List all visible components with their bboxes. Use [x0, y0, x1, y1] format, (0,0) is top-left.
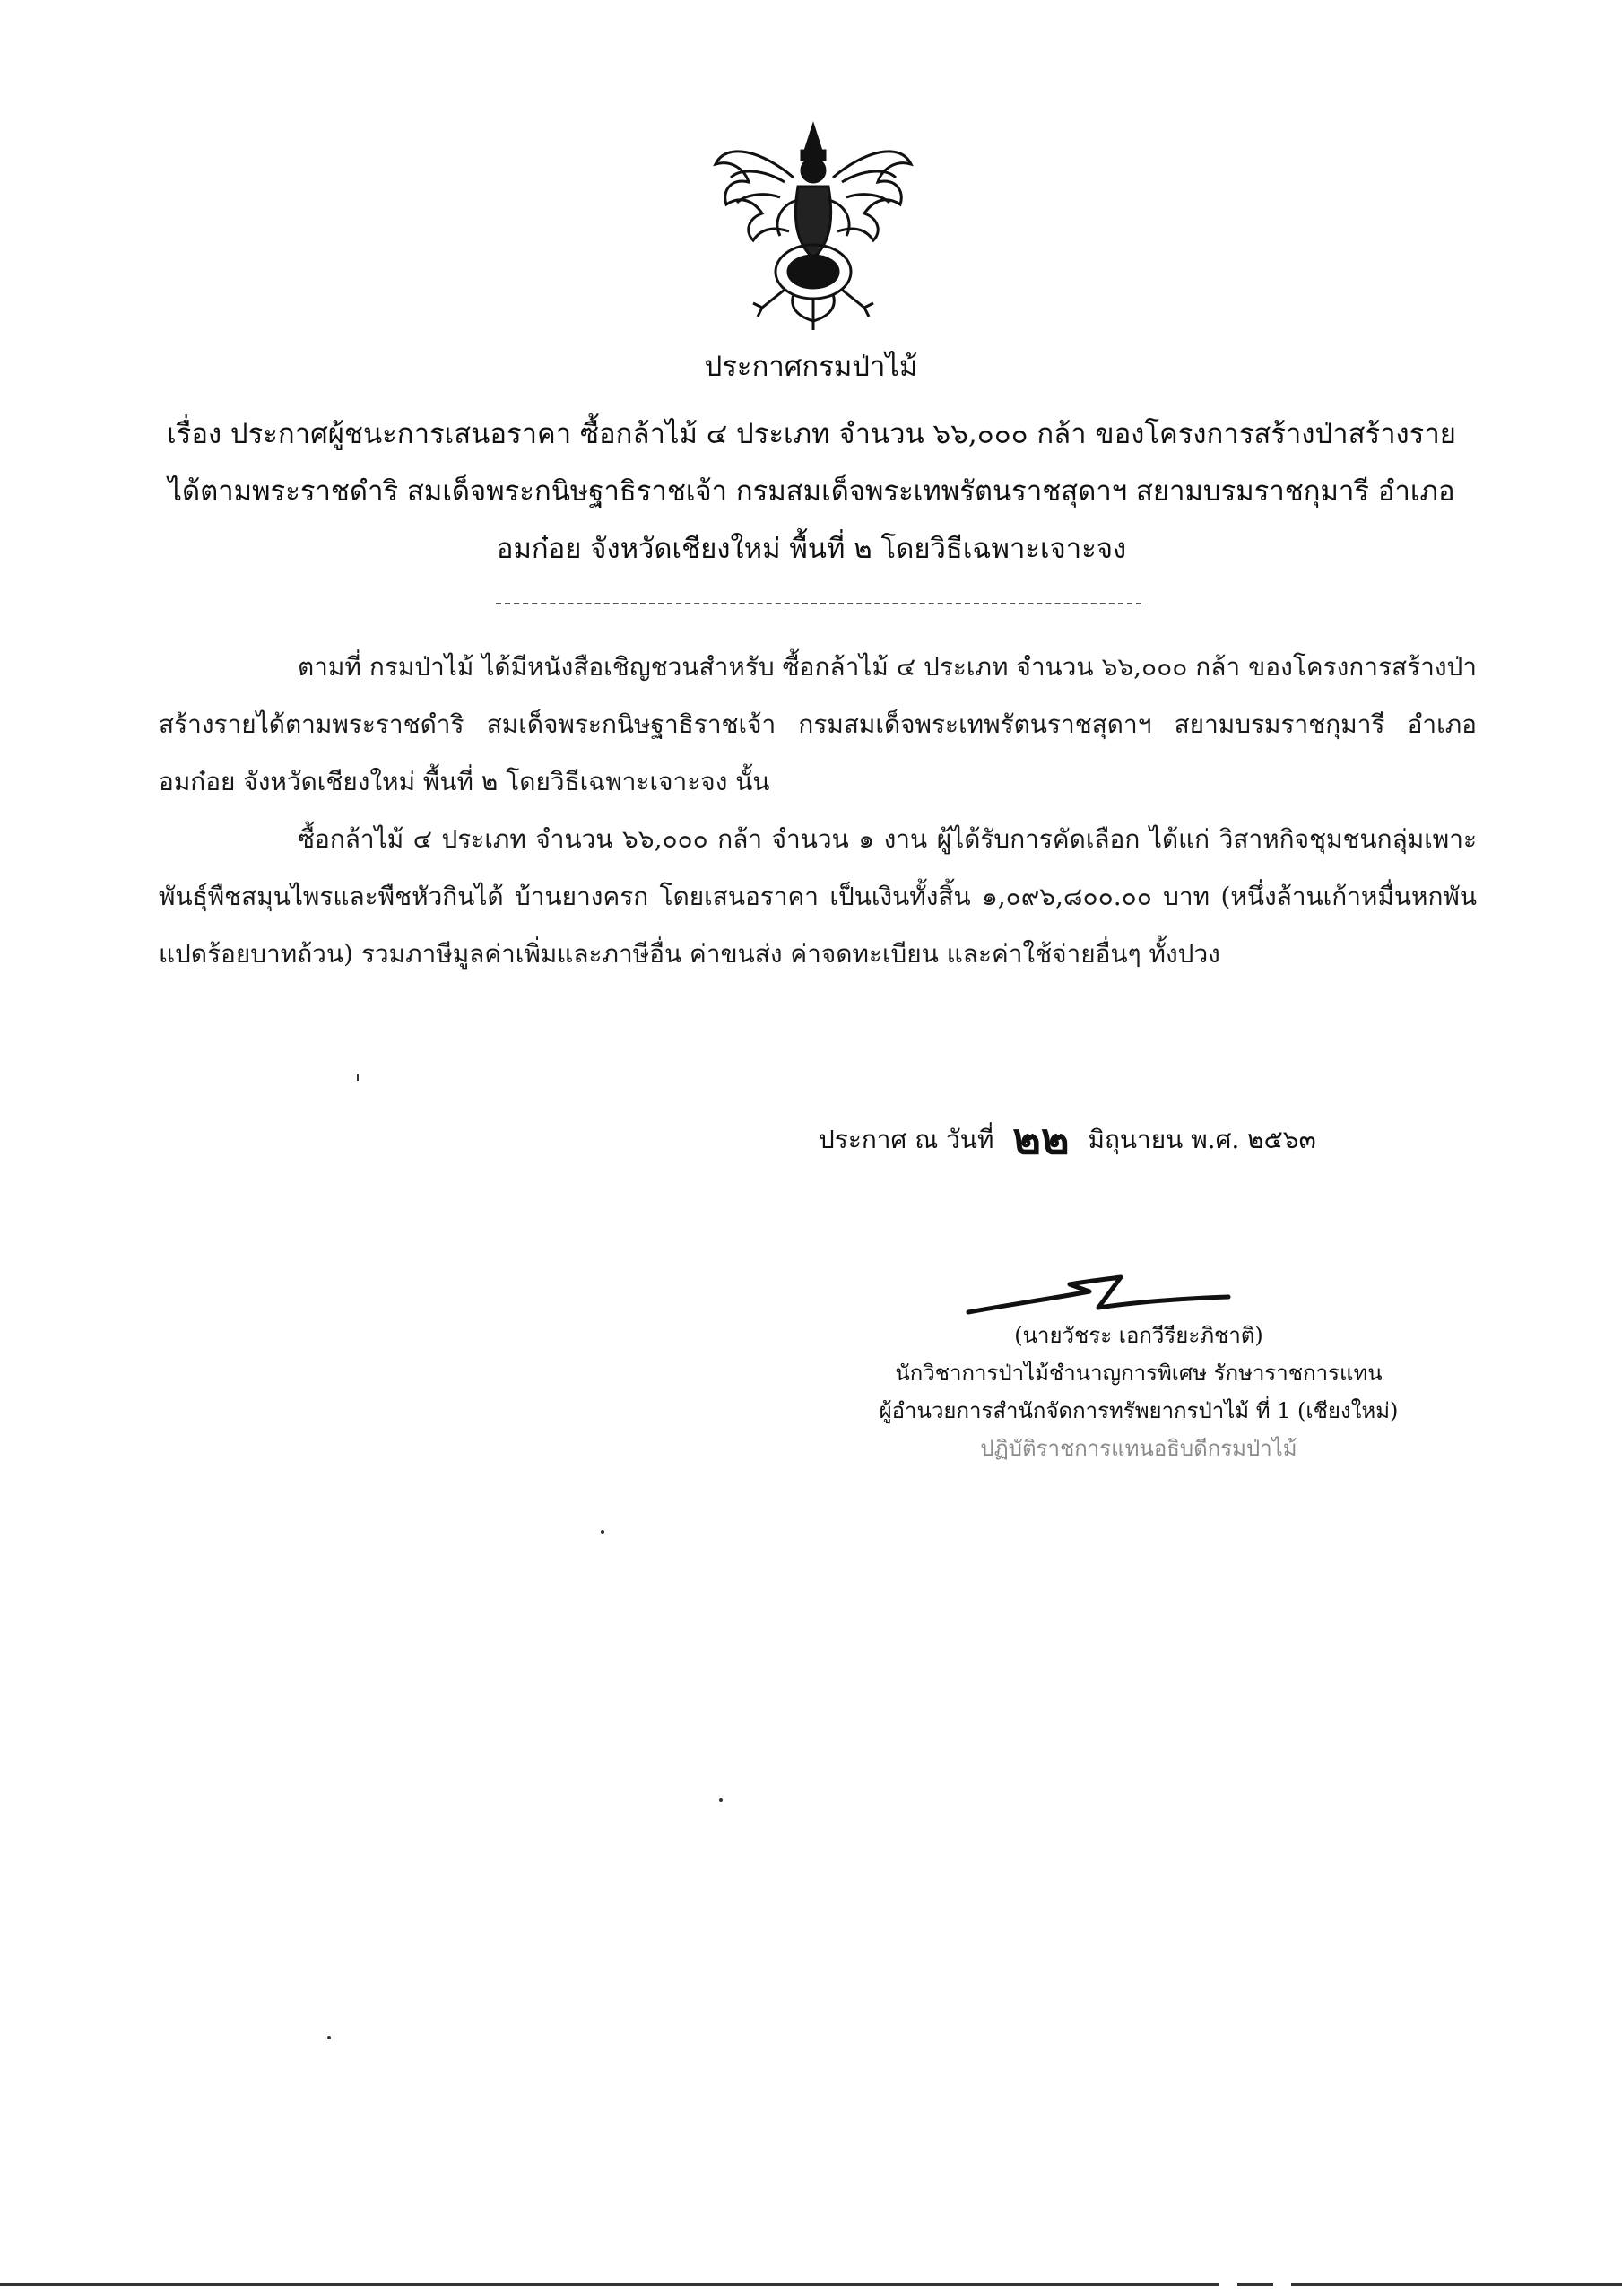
- subject-line: เรื่อง ประกาศผู้ชนะการเสนอราคา ซื้อกล้าไม้ ๔ ประเภท จำนวน ๖๖,๐๐๐ กล้า ของโครงการสร้างป่าสร้างราย: [167, 418, 1456, 450]
- date-prefix: ประกาศ ณ วันที่: [819, 1125, 994, 1154]
- signer-name: (นายวัชระ เอกวีรียะภิชาติ): [1014, 1323, 1263, 1348]
- subject-line: ได้ตามพระราชดำริ สมเด็จพระกนิษฐาธิราชเจ้า กรมสมเด็จพระเทพรัตนราชสุดาฯ สยามบรมราชกุมารี อำเภอ: [168, 475, 1455, 508]
- scan-speck: [719, 1798, 723, 1802]
- body-paragraph: ซื้อกล้าไม้ ๔ ประเภท จำนวน ๖๖,๐๐๐ กล้า จำนวน ๑ งาน ผู้ได้รับการคัดเลือก ได้แก่ วิสาหกิจชุมชนกลุ่มเพาะพันธุ์พืชสมุนไพรและพืชหัวกินได้ บ้านยางครก โดยเสนอราคา เป็นเงินทั้งสิ้น ๑,๐๙๖,๘๐๐.๐๐ บาท (หนึ่งล้านเก้าหมื่นหกพันแปดร้อยบาทถ้วน) รวมภาษีมูลค่าเพิ่มและภาษีอื่น ค่าขนส่ง ค่าจดทะเบียน และค่าใช้จ่ายอื่นๆ ทั้งปวง: [159, 824, 1477, 969]
- scan-edge-line: [0, 2283, 1622, 2286]
- subject-line: อมก๋อย จังหวัดเชียงใหม่ พื้นที่ ๒ โดยวิธีเฉพาะเจาะจง: [496, 533, 1127, 565]
- date-suffix: มิถุนายน พ.ศ. ๒๕๖๓: [1088, 1125, 1316, 1154]
- signer-position: ปฏิบัติราชการแทนอธิบดีกรมป่าไม้: [980, 1436, 1297, 1461]
- garuda-emblem-icon: [708, 115, 919, 335]
- signer-position: ผู้อำนวยการสำนักจัดการทรัพยากรป่าไม้ ที่ 1 (เชียงใหม่): [879, 1398, 1399, 1423]
- signer-block: [771, 1317, 1506, 1467]
- date-day-handwritten: ๒๒: [1012, 1114, 1070, 1164]
- scan-speck: [601, 1530, 604, 1534]
- document-title: ประกาศกรมป่าไม้: [704, 351, 918, 383]
- document-body: [159, 639, 1477, 983]
- announcement-date: [819, 1112, 1446, 1167]
- body-paragraph: ตามที่ กรมป่าไม้ ได้มีหนังสือเชิญชวนสำหรับ ซื้อกล้าไม้ ๔ ประเภท จำนวน ๖๖,๐๐๐ กล้า ของโครงการสร้างป่าสร้างรายได้ตามพระราชดำริ สมเด็จพระกนิษฐาธิราชเจ้า กรมสมเด็จพระเทพรัตนราชสุดาฯ สยามบรมราชกุมารี อำเภออมก๋อย จังหวัดเชียงใหม่ พื้นที่ ๒ โดยวิธีเฉพาะเจาะจง นั้น: [159, 652, 1477, 796]
- scan-speck: [327, 2036, 331, 2039]
- document-subject: [157, 405, 1466, 578]
- scan-speck: [357, 1074, 359, 1081]
- signer-position: นักวิชาการป่าไม้ชำนาญการพิเศษ รักษาราชการแทน: [895, 1361, 1383, 1386]
- title-divider: [496, 603, 1141, 604]
